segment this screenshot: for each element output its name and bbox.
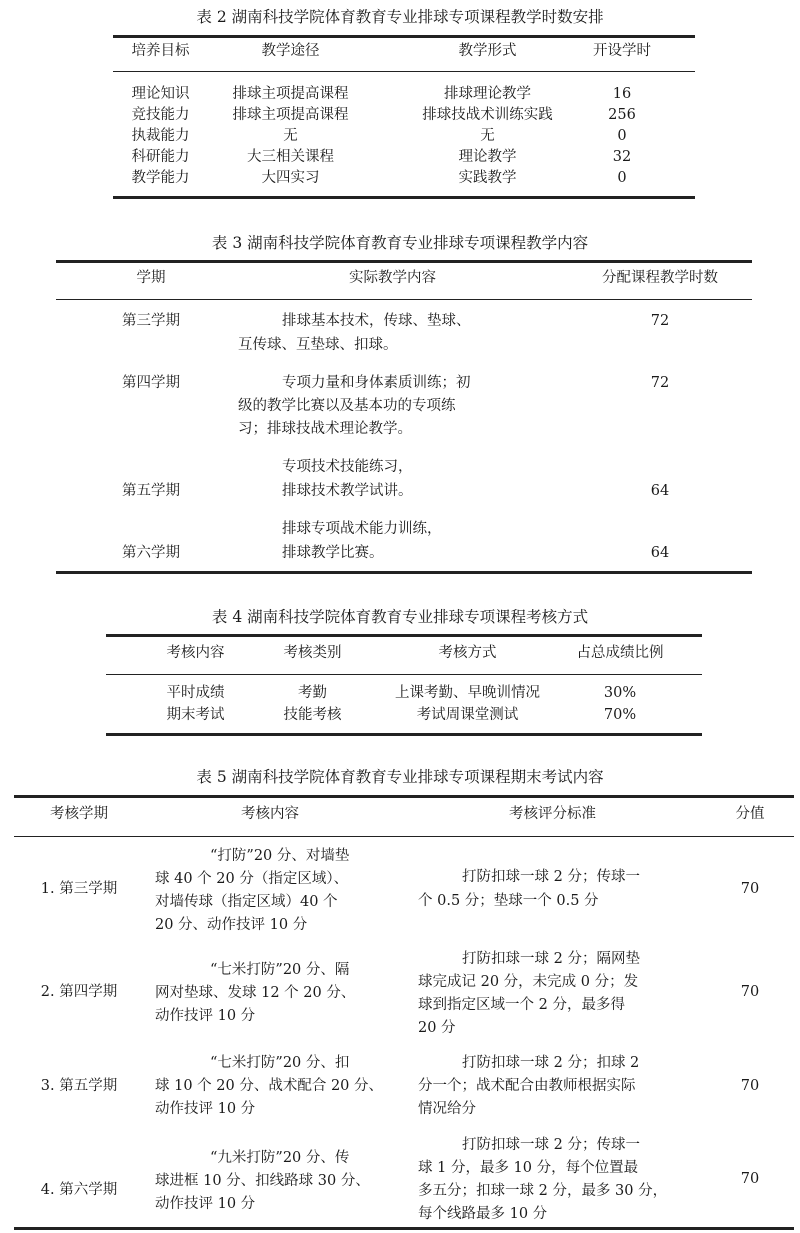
- text-line: 打防扣球一球 2 分；传球一: [462, 1137, 640, 1153]
- table-3-top-rule: [56, 260, 752, 263]
- table-3-header: 学期: [136, 270, 166, 286]
- table-cell: 2. 第四学期: [40, 984, 118, 1000]
- table-cell: 第五学期: [122, 483, 180, 499]
- table-cell: 70: [740, 881, 760, 897]
- text-line: 球完成记 20 分，未完成 0 分；发: [418, 974, 639, 990]
- table-3-header: 分配课程教学时数: [602, 270, 718, 286]
- table-cell: 256: [608, 107, 636, 123]
- table-cell: 无: [283, 128, 298, 144]
- table-cell: 排球技战术训练实践: [422, 107, 553, 123]
- text-line: 排球基本技术，传球、垫球、: [282, 313, 471, 329]
- text-line: 排球技术教学试讲。: [282, 483, 413, 499]
- table-cell: 70: [740, 984, 760, 1000]
- table-cell-content: [155, 960, 355, 1027]
- table-cell-content: [155, 846, 349, 936]
- table-3-caption: 表 3 湖南科技学院体育教育专业排球专项课程教学内容: [211, 234, 589, 252]
- table-3-header: 实际教学内容: [349, 270, 436, 286]
- table-5-header: 考核学期: [50, 806, 108, 822]
- table-cell: 3. 第五学期: [40, 1078, 118, 1094]
- table-cell: 0: [617, 128, 627, 144]
- table-2-top-rule: [113, 35, 695, 38]
- text-line: 排球教学比赛。: [282, 545, 384, 561]
- table-cell: 竞技能力: [131, 107, 190, 123]
- table-2-header: 教学途径: [261, 43, 320, 59]
- table-2-header-rule: [113, 71, 695, 72]
- table-cell: 16: [612, 86, 632, 102]
- text-line: 习；排球技战术理论教学。: [238, 421, 412, 437]
- table-cell-content: [155, 1053, 383, 1120]
- text-line: 排球专项战术能力训练，: [282, 521, 442, 537]
- text-line: 球 40 个 20 分（指定区域）、: [155, 871, 349, 887]
- table-cell: 技能考核: [283, 707, 342, 723]
- text-line: “打防”20 分、对墙垫: [210, 848, 350, 864]
- table-5-bottom-rule: [14, 1227, 794, 1230]
- table-cell: 大四实习: [261, 170, 320, 186]
- text-line: 20 分、动作技评 10 分: [155, 917, 308, 933]
- table-cell: 大三相关课程: [247, 149, 334, 165]
- table-cell-content: [238, 519, 442, 564]
- text-line: 个 0.5 分；垫球一个 0.5 分: [418, 893, 599, 909]
- text-line: “七米打防”20 分、隔: [210, 962, 350, 978]
- table-cell: 0: [617, 170, 627, 186]
- table-5-top-rule: [14, 795, 794, 798]
- table-2-caption: 表 2 湖南科技学院体育教育专业排球专项课程教学时数安排: [196, 8, 604, 26]
- table-cell: 第四学期: [122, 375, 180, 391]
- table-4-header: 考核方式: [438, 645, 497, 661]
- table-cell: 1. 第三学期: [40, 881, 118, 897]
- table-cell: 72: [650, 375, 670, 391]
- table-cell: 排球理论教学: [444, 86, 531, 102]
- table-5-header: 分值: [735, 806, 765, 822]
- table-3-header-rule: [56, 299, 752, 300]
- text-line: 级的教学比赛以及基本功的专项练: [238, 398, 456, 414]
- text-line: 互传球、互垫球、扣球。: [238, 337, 398, 353]
- table-cell: 30%: [603, 685, 637, 701]
- text-line: 打防扣球一球 2 分；隔网垫: [462, 951, 640, 967]
- table-2-bottom-rule: [113, 196, 695, 199]
- table-cell: 64: [650, 545, 670, 561]
- table-4-header: 考核类别: [283, 645, 342, 661]
- table-4-header: 考核内容: [166, 645, 225, 661]
- table-4-caption: 表 4 湖南科技学院体育教育专业排球专项课程考核方式: [211, 608, 589, 626]
- table-cell-content: [238, 457, 413, 502]
- text-line: “七米打防”20 分、扣: [210, 1055, 350, 1071]
- text-line: 打防扣球一球 2 分；扣球 2: [462, 1055, 640, 1071]
- table-5-caption: 表 5 湖南科技学院体育教育专业排球专项课程期末考试内容: [196, 768, 604, 786]
- text-line: 网对垫球、发球 12 个 20 分、: [155, 985, 356, 1001]
- text-line: 专项力量和身体素质训练；初: [282, 375, 471, 391]
- table-2-header: 开设学时: [593, 43, 651, 59]
- table-cell: 70: [740, 1078, 760, 1094]
- text-line: 球 1 分，最多 10 分，每个位置最: [418, 1160, 639, 1176]
- table-2-header: 培养目标: [131, 43, 190, 59]
- table-cell: 排球主项提高课程: [232, 107, 349, 123]
- table-cell-standard: [418, 1135, 667, 1225]
- table-cell: 执裁能力: [131, 128, 190, 144]
- table-cell-standard: [418, 949, 640, 1039]
- table-cell-content: [238, 373, 471, 440]
- table-3-bottom-rule: [56, 571, 752, 574]
- table-cell-content: [238, 311, 471, 356]
- table-cell: 第六学期: [122, 545, 180, 561]
- table-5-header-rule: [14, 836, 794, 837]
- table-cell: 实践教学: [458, 170, 517, 186]
- table-cell-standard: [418, 867, 640, 912]
- table-4-bottom-rule: [106, 733, 702, 736]
- table-cell: 排球主项提高课程: [232, 86, 349, 102]
- table-cell: 理论教学: [458, 149, 517, 165]
- table-cell: 70%: [603, 707, 637, 723]
- table-cell-content: [155, 1148, 370, 1215]
- table-cell: 70: [740, 1171, 760, 1187]
- table-cell: 期末考试: [166, 707, 225, 723]
- text-line: 对墙传球（指定区域）40 个: [155, 894, 338, 910]
- table-cell: 理论知识: [131, 86, 190, 102]
- table-cell: 64: [650, 483, 670, 499]
- text-line: 动作技评 10 分: [155, 1008, 256, 1024]
- text-line: 多五分；扣球一球 2 分，最多 30 分，: [418, 1183, 668, 1199]
- table-4-header-rule: [106, 674, 702, 675]
- text-line: 20 分: [418, 1020, 456, 1036]
- text-line: 分一个；战术配合由教师根据实际: [418, 1078, 636, 1094]
- table-cell: 第三学期: [122, 313, 180, 329]
- text-line: 动作技评 10 分: [155, 1101, 256, 1117]
- table-cell: 上课考勤、早晚训情况: [395, 685, 540, 701]
- table-cell: 科研能力: [131, 149, 190, 165]
- table-cell: 32: [612, 149, 632, 165]
- table-cell: 考勤: [298, 685, 327, 701]
- text-line: 每个线路最多 10 分: [418, 1206, 548, 1222]
- table-2-header: 教学形式: [458, 43, 517, 59]
- text-line: 打防扣球一球 2 分；传球一: [462, 869, 640, 885]
- table-5-header: 考核内容: [241, 806, 299, 822]
- table-cell: 教学能力: [131, 170, 190, 186]
- table-cell: 无: [480, 128, 495, 144]
- text-line: 球进框 10 分、扣线路球 30 分、: [155, 1173, 370, 1189]
- text-line: 情况给分: [418, 1101, 476, 1117]
- text-line: 专项技术技能练习，: [282, 459, 413, 475]
- text-line: 球 10 个 20 分、战术配合 20 分、: [155, 1078, 384, 1094]
- text-line: “九米打防”20 分、传: [210, 1150, 350, 1166]
- table-cell: 72: [650, 313, 670, 329]
- table-cell-standard: [418, 1053, 639, 1120]
- text-line: 动作技评 10 分: [155, 1196, 256, 1212]
- table-cell: 平时成绩: [166, 685, 225, 701]
- table-cell: 4. 第六学期: [40, 1182, 118, 1198]
- table-4-header: 占总成绩比例: [576, 645, 664, 661]
- table-cell: 考试周课堂测试: [416, 707, 519, 723]
- text-line: 球到指定区域一个 2 分，最多得: [418, 997, 625, 1013]
- table-5-header: 考核评分标准: [509, 806, 596, 822]
- table-4-top-rule: [106, 634, 702, 637]
